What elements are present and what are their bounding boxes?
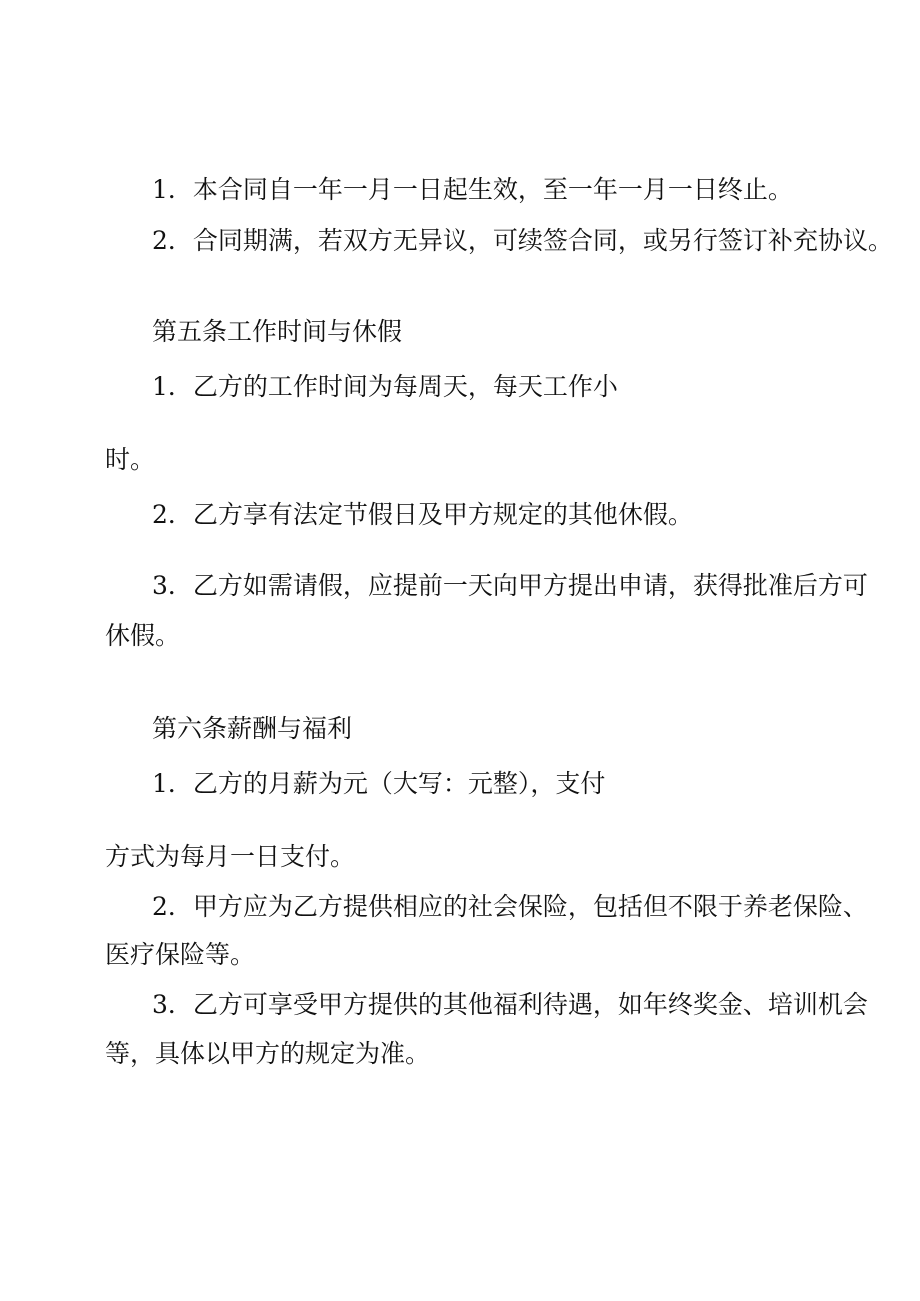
article-5-heading: 第五条工作时间与休假 [152, 317, 403, 346]
article-5-item-3-line-2: 休假。 [105, 621, 181, 650]
article-6-item-2-line-1: 2．甲方应为乙方提供相应的社会保险，包括但不限于养老保险、 [152, 892, 868, 921]
article-5-item-3-line-1: 3．乙方如需请假，应提前一天向甲方提出申请，获得批准后方可 [152, 571, 868, 600]
article-6-item-1-line-1: 1．乙方的月薪为元（大写：元整），支付 [152, 769, 606, 798]
term-item-1: 1．本合同自一年一月一日起生效，至一年一月一日终止。 [152, 175, 793, 204]
article-6-item-3-line-1: 3．乙方可享受甲方提供的其他福利待遇，如年终奖金、培训机会 [152, 990, 868, 1019]
article-6-item-2-line-2: 医疗保险等。 [105, 940, 256, 969]
article-6-item-3-line-2: 等，具体以甲方的规定为准。 [105, 1039, 431, 1068]
article-6-heading: 第六条薪酬与福利 [152, 714, 353, 743]
article-5-item-1-line-2: 时。 [105, 445, 156, 474]
term-item-2: 2．合同期满，若双方无异议，可续签合同，或另行签订补充协议。 [152, 226, 893, 255]
article-6-item-1-line-2: 方式为每月一日支付。 [105, 842, 356, 871]
article-5-item-1-line-1: 1．乙方的工作时间为每周天，每天工作小 [152, 372, 618, 401]
article-5-item-2: 2．乙方享有法定节假日及甲方规定的其他休假。 [152, 500, 693, 529]
